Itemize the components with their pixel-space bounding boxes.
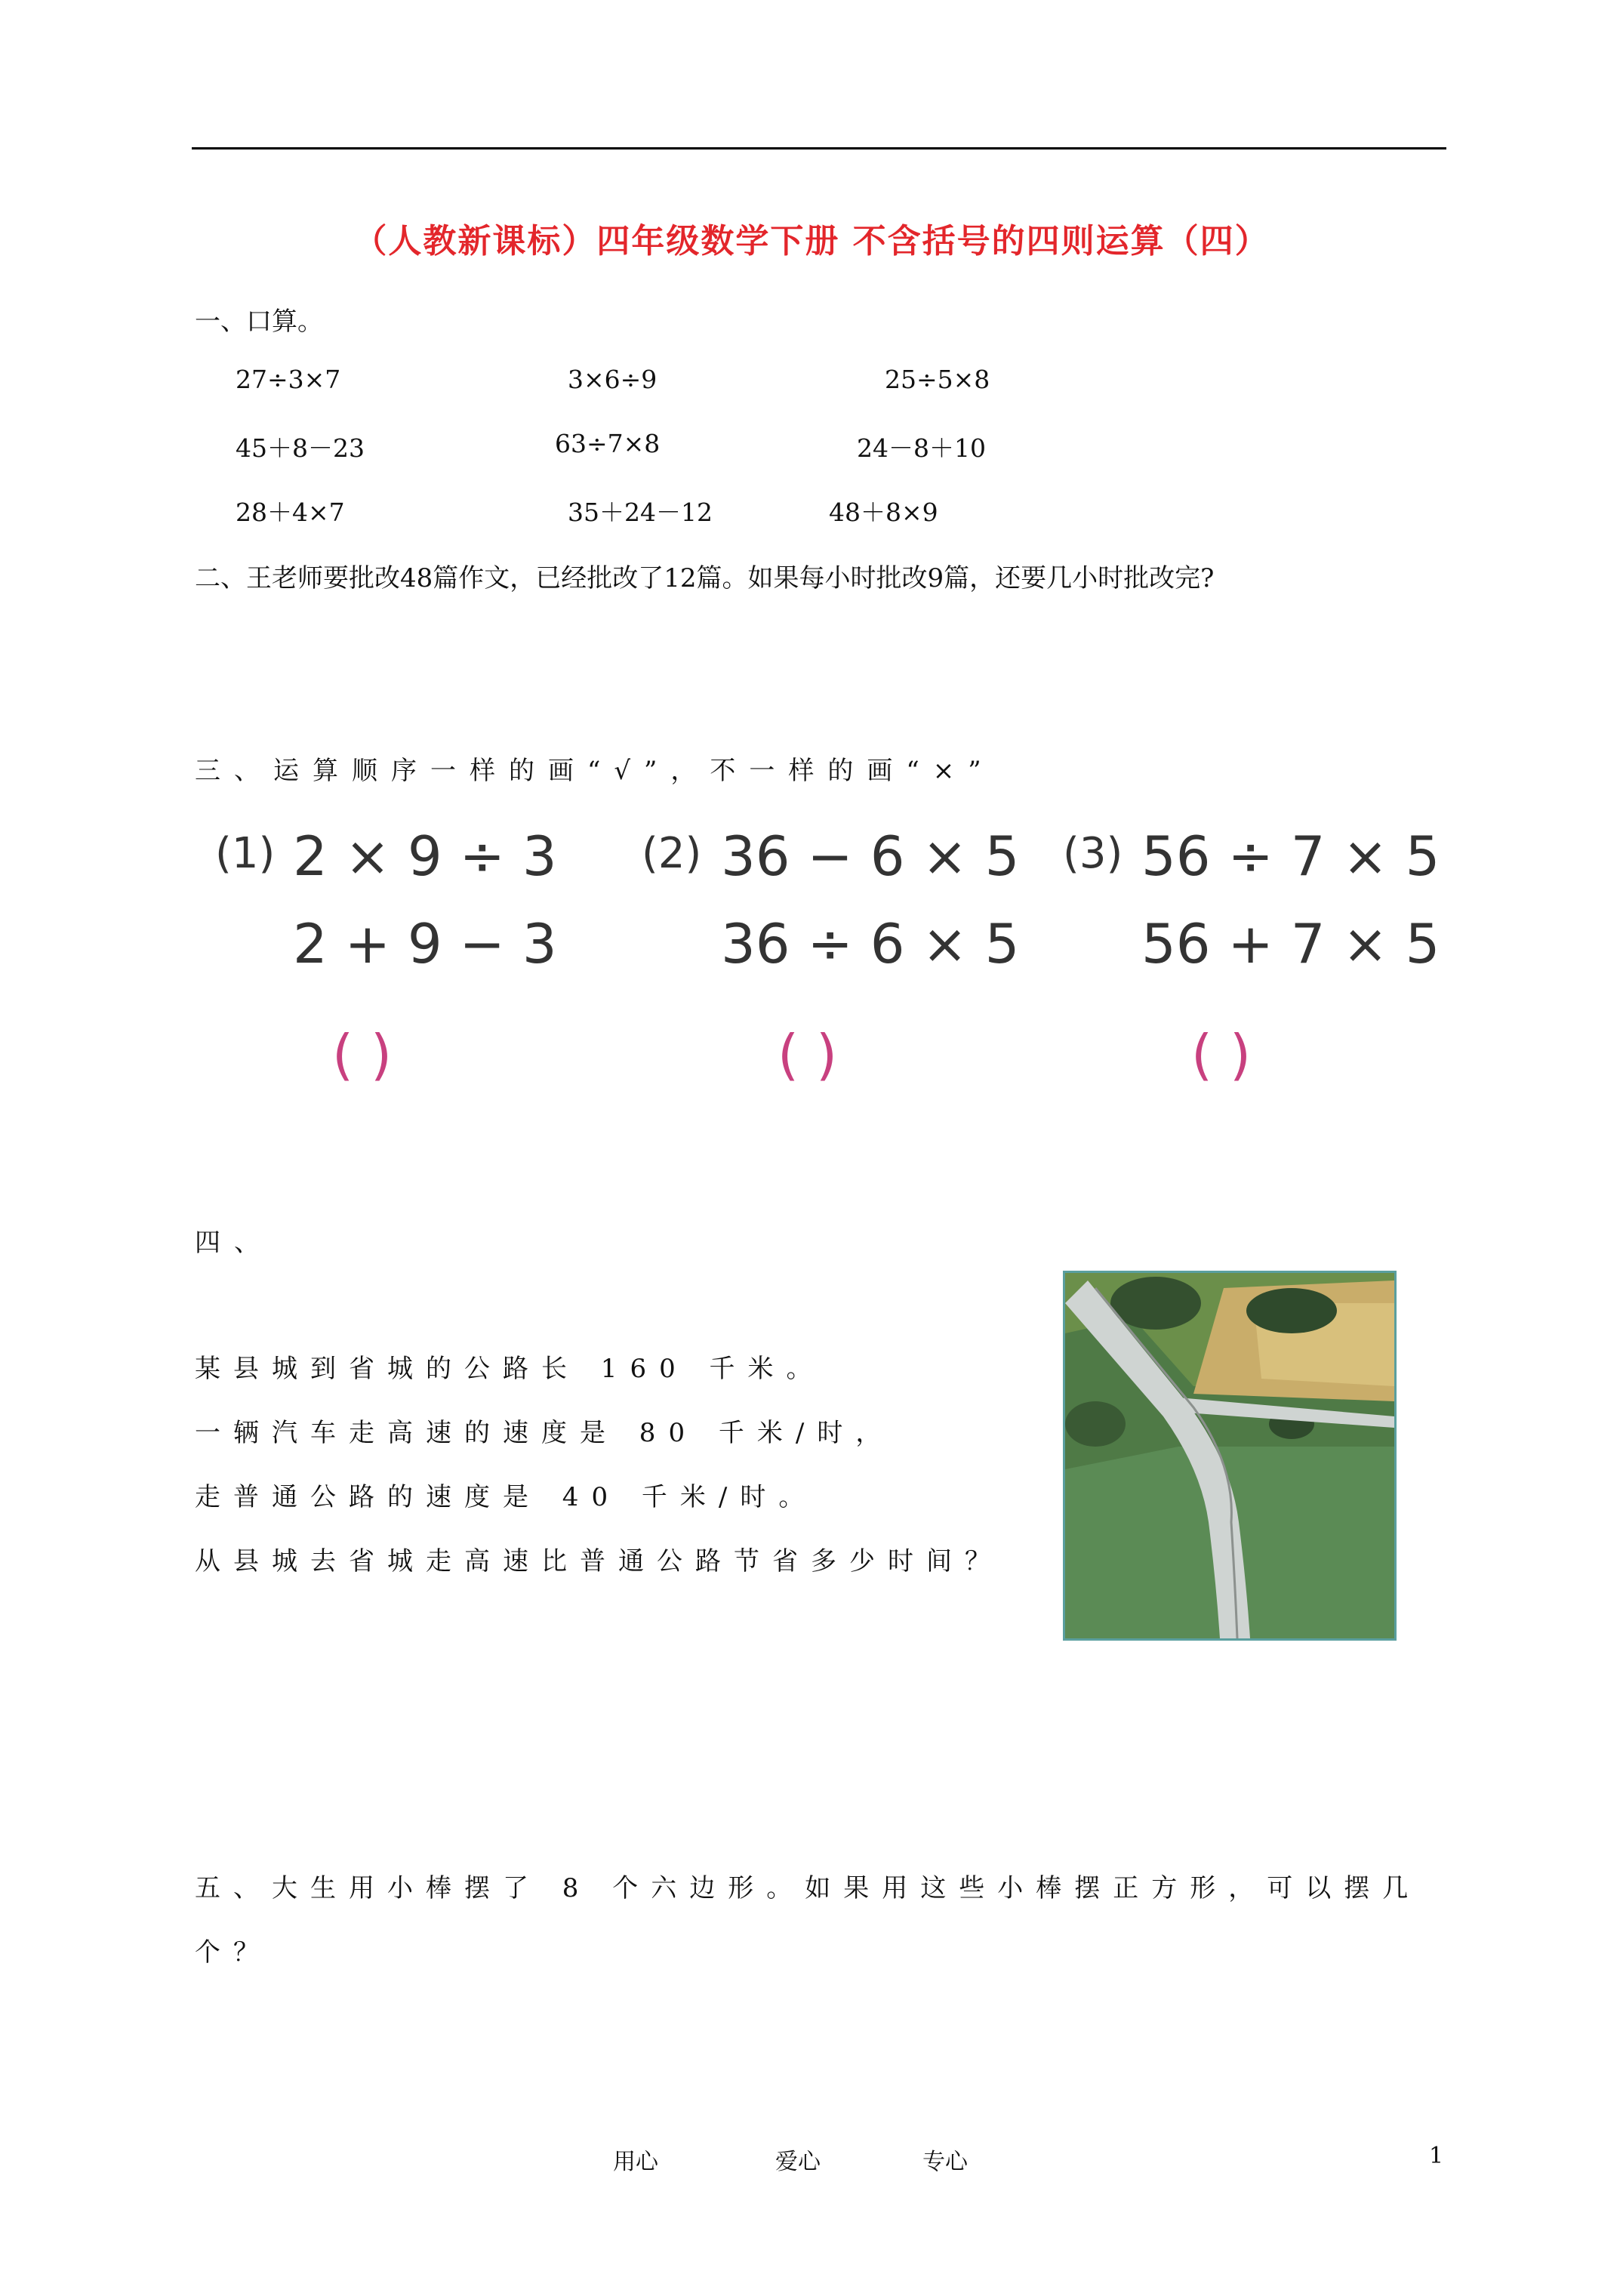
- item3-answer[interactable]: ( ): [1191, 1023, 1252, 1086]
- problem-3-1: 28＋4×7: [236, 498, 345, 527]
- section4-heading: 四、: [195, 1228, 273, 1258]
- item1-line2: 2 + 9 − 3: [293, 912, 557, 975]
- section4-line-3: 走普通公路的速度是 40 千米/时。: [195, 1482, 818, 1512]
- footer-word-1: 用心: [613, 2149, 658, 2175]
- item3-label: (3): [1063, 829, 1123, 878]
- item2-label: (2): [642, 829, 702, 878]
- problem-2-1: 45＋8－23: [236, 433, 365, 463]
- problem-3-2: 35＋24－12: [568, 498, 713, 527]
- item2-answer[interactable]: ( ): [778, 1023, 838, 1086]
- item1-label: (1): [215, 829, 276, 878]
- footer-word-3: 专心: [922, 2149, 968, 2175]
- section2-text: 二、王老师要批改48篇作文，已经批改了12篇。如果每小时批改9篇，还要几小时批改完?: [195, 563, 1215, 593]
- item3-line2: 56 + 7 × 5: [1141, 912, 1440, 975]
- section5-line-1: 五、大生用小棒摆了 8 个六边形。如果用这些小棒摆正方形，可以摆几: [195, 1873, 1421, 1903]
- problem-1-3: 25÷5×8: [885, 365, 990, 394]
- page-number: 1: [1429, 2143, 1444, 2169]
- problem-2-2: 63÷7×8: [555, 429, 661, 458]
- footer-word-2: 爱心: [775, 2149, 821, 2175]
- aerial-road-photo-icon: [1063, 1271, 1397, 1641]
- item1-answer[interactable]: ( ): [332, 1023, 393, 1086]
- item2-line2: 36 ÷ 6 × 5: [721, 912, 1020, 975]
- item1-line1: 2 × 9 ÷ 3: [293, 824, 557, 888]
- section4-line-2: 一辆汽车走高速的速度是 80 千米/时，: [195, 1418, 895, 1448]
- problem-2-3: 24－8＋10: [857, 433, 986, 463]
- section3-heading: 三、运算顺序一样的画“√”，不一样的画“×”: [195, 756, 995, 786]
- item3-line1: 56 ÷ 7 × 5: [1141, 824, 1440, 888]
- problem-1-2: 3×6÷9: [568, 365, 658, 394]
- section5-line-2: 个？: [195, 1937, 272, 1968]
- problem-3-3: 48＋8×9: [829, 498, 938, 527]
- problem-1-1: 27÷3×7: [236, 365, 341, 394]
- item2-line1: 36 − 6 × 5: [721, 824, 1020, 888]
- page-title: （人教新课标）四年级数学下册 不含括号的四则运算（四）: [353, 222, 1270, 260]
- section4-line-1: 某县城到省城的公路长 160 千米。: [195, 1354, 825, 1384]
- header-rule: [192, 147, 1446, 149]
- section4-line-4: 从县城去省城走高速比普通公路节省多少时间？: [195, 1546, 1003, 1576]
- section1-heading: 一、口算。: [195, 307, 323, 337]
